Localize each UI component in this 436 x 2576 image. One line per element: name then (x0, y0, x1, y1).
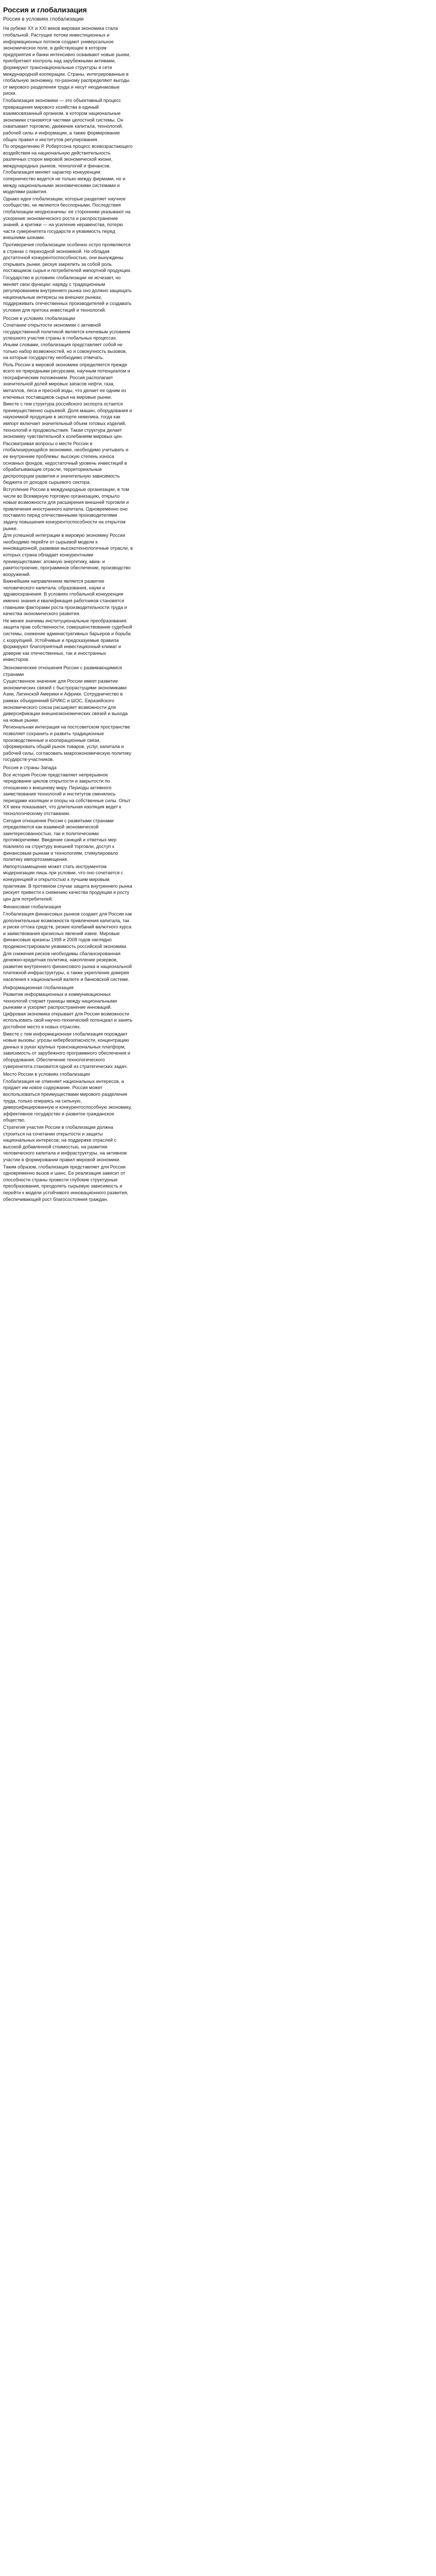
paragraph: Место России в условиях глобализации (3, 1072, 90, 1077)
paragraph: Не менее значимы институциональные преобразования: защита прав собственности, совершенствование судебной системы, снижение административных барьеров и борьба с коррупцией. Устойчивые и предсказуемые правила формируют благоприятный инвестиционный климат и доверие как отечественных, так и иностранных инвесторов. (3, 618, 132, 663)
paragraph: Сочетание открытости экономики с активной государственной политикой является ключевым условием успешного участия страны в глобальных процессах. Иными словами, глобализация представляет собой не только набор возможностей, но и совокупность вызовов, на которые государству необходимо отвечать. (3, 323, 130, 361)
paragraph: Таким образом, глобализация представляет для России одновременно вызов и шанс. Ее реализация зависит от способности страны провести глубокие структурные преобразования, преодолеть сырьевую зависимость и перейти к модели устойчивого инновационного развития, обеспечивающей рост благосостояния граждан. (3, 1164, 128, 1202)
paragraph: Однако идеи глобализации, которые разделяет научное сообщество, не являются бесспорными. Последствия глобализации неоднозначны: ее сторонники указывают на ускорение экономического роста и распространение знаний, а критики — на усиление неравенства, потерю части суверенитета государств и уязвимость перед внешними шоками. (3, 196, 131, 241)
paragraph: Важнейшим направлением является развитие человеческого капитала: образования, науки и здравоохранения. В условиях глобальной конкуренции именно знания и квалификация работников становятся главными факторами роста производительности труда и качества экономического развития. (3, 579, 127, 617)
paragraph: Для успешной интеграции в мировую экономику России необходимо перейти от сырьевой модели к инновационной, развивая высокотехнологичные отрасли, в которых страна обладает конкурентными преимуществами: атомную энергетику, авиа- и ракетостроение, программное обеспечение, производство вооружений. (3, 533, 133, 577)
paragraph: Все история России представляет непрерывное чередование циклов открытости и закрытости по отношению к внешнему миру. Периоды активного заимствования технологий и институтов сменялись периодами изоляции и опоры на собственные силы. Опыт XX века показывает, что длительная изоляция ведет к технологическому отставанию. (3, 772, 131, 817)
paragraph: Глобализация финансовых рынков создает для России как дополнительные возможности привлечения капитала, так и риски оттока средств, резких колебаний валютного курса и заимствования кризисных явлений извне. Мировые финансовые кризисы 1998 и 2008 годов наглядно продемонстрировали уязвимость российской экономики. (3, 911, 132, 949)
paragraph: По определению Р. Робертсона процесс всевозрастающего воздействия на национальную действительность различных сторон мировой экономической жизни, международных рынков, технологий и финансов. Глобализация меняет характер конкуренции: соперничество ведется не только между фирмами, но и между национальными экономическими системами и моделями развития. (3, 144, 133, 195)
paragraph: Глобализация не отменяет национальных интересов, а придает им новое содержание. Россия может воспользоваться преимуществами мирового разделения труда, только опираясь на сильную, диверсифицированную и конкурентоспособную экономику, эффективное государство и развитое гражданское общество. (3, 1078, 132, 1123)
paragraph: Сегодня отношения России с развитыми странами определяются как взаимной экономической заинтересованностью, так и политическими противоречиями. Введение санкций и ответных мер повлияло на структуру внешней торговли, доступ к финансовым рынкам и технологиям, стимулировало политику импортозамещения. (3, 818, 118, 862)
paragraph: Информационная глобализация (3, 985, 74, 990)
paragraph: Вступление России в международные организации, в том числе во Всемирную торговую организацию, открыло новые возможности для расширения внешней торговли и привлечения иностранного капитала. Одновременно оно поставило перед отечественными производителями задачу повышения конкурентоспособности на открытом рынке. (3, 486, 129, 531)
paragraph: Существенное значение для России имеет развитие экономических связей с быстрорастущими экономиками Азии, Латинской Америки и Африки. Сотрудничество в рамках объединений БРИКС и ШОС, Евразийского экономического союза расширяет возможности для диверсификации внешнеэкономических связей и выхода на новые рынки. (3, 679, 128, 723)
paragraph: Роль России в мировой экономике определяется прежде всего ее природными ресурсами, научным потенциалом и географическим положением. Россия располагает значительной долей мировых запасов нефти, газа, металлов, леса и пресной воды, что делает ее одним из ключевых поставщиков сырья на мировые рынки. (3, 362, 130, 400)
paragraph: Вместе с тем структура российского экспорта остается преимущественно сырьевой. Доля машин, оборудования и наукоемкой продукции в экспорте невелика, тогда как импорт включает значительный объем готовых изделий, технологий и продовольствия. Такая структура делает экономику чувствительной к колебаниям мировых цен. (3, 401, 132, 439)
paragraph: Экономические отношения России с развивающимися странами (3, 665, 122, 677)
page-subtitle: Россия в условиях глобализации (3, 16, 84, 22)
paragraph: Развитие информационных и коммуникационных технологий стирает границы между национальными рынками и ускоряет распространение инноваций. Цифровая экономика открывает для России возможности использовать свой научно-технический потенциал и занять достойное место в новых отраслях. (3, 992, 133, 1030)
paragraph: Глобализация экономики — это объективный процесс превращения мирового хозяйства в единый взаимосвязанный организм, в котором национальные экономики становятся частями целостной системы. Он охватывает торговлю, движение капитала, технологий, рабочей силы и информации, а также формирование общих правил и институтов регулирования. (3, 97, 124, 142)
paragraph: Россия и страны Запада (3, 765, 57, 770)
paragraph: Для снижения рисков необходимы сбалансированная денежно-кредитная политика, накопление резервов, развитие внутреннего финансового рынка и национальной платежной инфраструктуры, а также укрепление доверия населения к национальной валюте и банковской системе. (3, 951, 132, 982)
paragraph: Финансовая глобализация (3, 904, 61, 910)
paragraph: Вместе с тем информационная глобализация порождает новые вызовы: угрозы кибербезопасности, концентрацию данных в руках крупных транснациональных платформ, зависимость от зарубежного программного обеспечения и оборудования. Обеспечение технологического суверенитета становится одной из стратегических задач. (3, 1031, 130, 1069)
paragraph: Импортозамещение может стать инструментом модернизации лишь при условии, что оно сочетается с конкуренцией и открытостью к лучшим мировым практикам. В противном случае защита внутреннего рынка рискует привести к снижению качества продукции и росту цен для потребителей. (3, 863, 132, 902)
page-title: Россия и глобализация (3, 6, 87, 14)
paragraph: На рубеже XX и XXI веков мировая экономика стала глобальной. Растущие потоки инвестиционных и информационных потоков создают универсальное экономическое поле, в действующее в котором предприятия и банки интенсивно осваивают новые рынки, приобретают контроль над зарубежными активами, формируют транснациональные структуры и сети международной кооперации. Страны, интегрированные в глобальную экономику, по-разному распределяют выгоды от мирового разделения труда и несут неодинаковые риски. (3, 26, 131, 96)
paragraph: Противоречия глобализации особенно остро проявляются в странах с переходной экономикой. Не обладая достаточной конкурентоспособностью, они вынуждены открывать рынки, рискуя закрепить за собой роль поставщиков сырья и потребителей импортной продукции. (3, 242, 132, 274)
paragraph: Россия в условиях глобализации (3, 315, 75, 321)
paragraph: Рассматривая вопросы о месте России в глобализирующейся экономике, необходимо учитывать и ее внутренние проблемы: высокую степень износа основных фондов, недостаточный уровень инвестиций в обрабатывающие отрасли, территориальные диспропорции развития и значительную зависимость бюджета от доходов сырьевого сектора. (3, 440, 129, 485)
paragraph: Региональная интеграция на постсоветском пространстве позволяет сохранить и развить традиционные производственные и кооперационные связи, сформировать общий рынок товаров, услуг, капитала и рабочей силы, согласовать макроэкономическую политику государств-участников. (3, 724, 131, 762)
paragraph: Стратегия участия России в глобализации должна строиться на сочетании открытости и защиты национальных интересов, на поддержке отраслей с высокой добавленной стоимостью, на развитии человеческого капитала и инфраструктуры, на активном участии в формировании правил мировой экономики. (3, 1124, 127, 1162)
article-body (3, 25, 133, 1202)
paragraph: Государство в условиях глобализации не исчезает, но меняет свои функции: наряду с традиционным регулированием внутреннего рынка оно должно защищать национальные интересы на внешних рынках, поддерживать отечественных производителей и создавать условия для притока инвестиций и технологий. (3, 275, 132, 313)
